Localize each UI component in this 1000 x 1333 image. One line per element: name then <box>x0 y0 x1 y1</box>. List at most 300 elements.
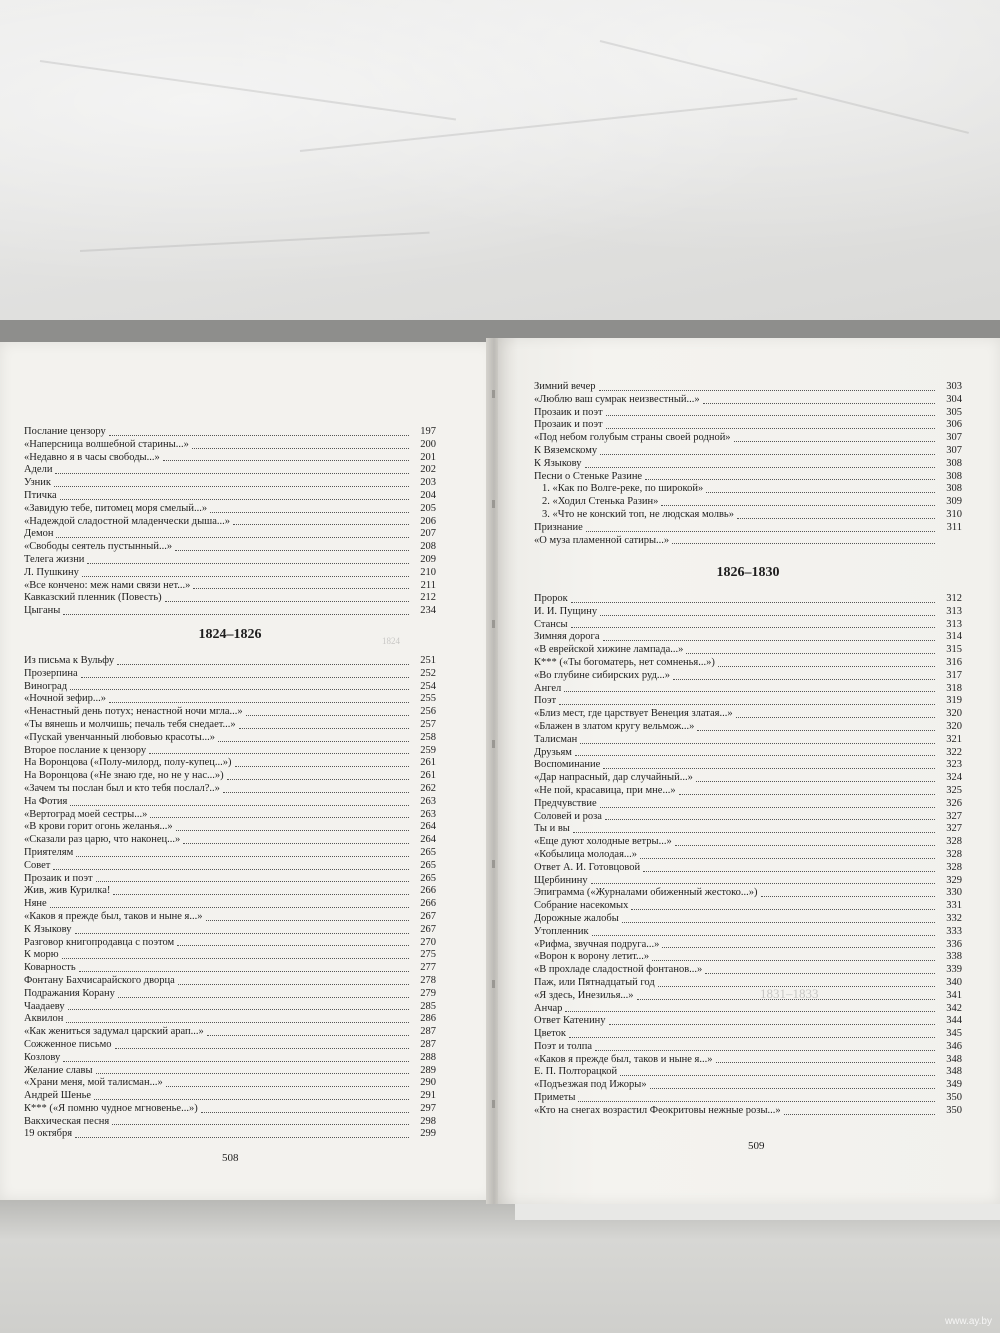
toc-entry-title: На Воронцова («Не знаю где, но не у нас...») <box>24 770 224 782</box>
dot-leader <box>679 794 935 795</box>
dot-leader <box>53 869 409 870</box>
dot-leader <box>177 945 409 946</box>
toc-entry <box>534 644 962 657</box>
toc-entry-title: Дорожные жалобы <box>534 912 619 924</box>
toc-entry-title: «Не пой, красавица, при мне...» <box>534 784 676 796</box>
toc-entry <box>24 541 436 554</box>
toc-entry-page: 339 <box>946 964 962 976</box>
dot-leader <box>737 518 935 519</box>
toc-entry-page: 326 <box>946 797 962 809</box>
dot-leader <box>165 601 409 602</box>
toc-entry-page: 197 <box>420 426 436 437</box>
toc-entry-title: 3. «Что не конский топ, не людская молвь» <box>542 508 734 520</box>
toc-entry-page: 307 <box>946 432 962 444</box>
toc-entry <box>534 683 962 696</box>
toc-entry <box>24 1065 436 1078</box>
toc-entry <box>534 977 962 990</box>
dot-leader <box>686 653 935 654</box>
toc-entry-title: Чаадаеву <box>24 1000 65 1012</box>
dot-leader <box>603 640 936 641</box>
toc-entry-page: 328 <box>946 861 962 873</box>
dot-leader <box>697 730 935 731</box>
toc-entry-page: 287 <box>420 1038 436 1050</box>
dot-leader <box>175 550 409 551</box>
toc-entry-page: 270 <box>420 936 436 948</box>
toc-entry-title: К Языкову <box>534 457 582 469</box>
toc-entry-title: «Во глубине сибирских руд...» <box>534 669 671 681</box>
toc-entry-title: «Недавно я в часы свободы...» <box>24 451 160 463</box>
toc-entry <box>24 962 436 975</box>
toc-entry <box>24 477 436 490</box>
dot-leader <box>218 741 409 742</box>
toc-entry-title: Прозаик и поэт <box>534 419 603 431</box>
toc-entry-page: 201 <box>420 451 436 463</box>
toc-entry-page: 291 <box>420 1090 436 1102</box>
toc-entry-page: 315 <box>946 644 962 656</box>
toc-entry-page: 318 <box>946 682 962 694</box>
toc-entry <box>534 849 962 862</box>
right-toc-section <box>534 593 962 1118</box>
dot-leader <box>575 755 935 756</box>
toc-entry-page: 341 <box>946 989 962 1001</box>
dot-leader <box>580 743 935 744</box>
toc-entry-page: 309 <box>946 496 962 508</box>
toc-entry <box>534 939 962 952</box>
toc-entry <box>24 885 436 898</box>
dot-leader <box>706 492 935 493</box>
toc-entry <box>24 439 436 452</box>
toc-entry-title: Козлову <box>24 1051 61 1063</box>
toc-entry-title: Анчар <box>534 1002 563 1014</box>
toc-entry-page: 207 <box>420 528 436 540</box>
toc-entry-title: Прозаик и поэт <box>24 872 93 884</box>
toc-entry <box>534 734 962 747</box>
toc-entry-title: Песни о Стеньке Разине <box>534 470 643 482</box>
dot-leader <box>96 881 409 882</box>
dot-leader <box>605 819 935 820</box>
toc-entry <box>534 381 962 394</box>
toc-entry-page: 314 <box>946 631 962 643</box>
toc-entry-page: 262 <box>420 782 436 794</box>
dot-leader <box>640 858 935 859</box>
toc-entry <box>24 464 436 477</box>
toc-entry <box>24 655 436 668</box>
toc-entry <box>534 811 962 824</box>
toc-entry-page: 254 <box>420 680 436 692</box>
dot-leader <box>109 702 409 703</box>
dot-leader <box>643 871 935 872</box>
dot-leader <box>115 1048 409 1049</box>
toc-entry-page: 263 <box>420 795 436 807</box>
toc-entry-title: Птичка <box>24 489 57 501</box>
toc-entry-page: 285 <box>420 1000 436 1012</box>
toc-entry-page: 308 <box>946 457 962 469</box>
right-page <box>498 338 1000 1204</box>
dot-leader <box>239 728 409 729</box>
toc-entry <box>534 1079 962 1092</box>
toc-entry-title: Узник <box>24 477 51 489</box>
toc-entry-page: 338 <box>946 951 962 963</box>
toc-entry <box>24 592 436 605</box>
toc-entry-page: 204 <box>420 489 436 501</box>
toc-entry <box>534 747 962 760</box>
dot-leader <box>233 524 409 525</box>
toc-entry <box>24 873 436 886</box>
toc-entry-page: 304 <box>946 393 962 405</box>
toc-entry-page: 313 <box>946 618 962 630</box>
toc-entry-page: 256 <box>420 706 436 718</box>
toc-entry <box>24 949 436 962</box>
toc-entry-page: 251 <box>420 655 436 666</box>
dot-leader <box>235 766 409 767</box>
toc-entry-page: 322 <box>946 746 962 758</box>
dot-leader <box>113 894 409 895</box>
toc-entry-title: Собрание насекомых <box>534 900 629 912</box>
dot-leader <box>645 479 935 480</box>
toc-entry-title: «Свободы сеятель пустынный...» <box>24 541 173 553</box>
dot-leader <box>207 1035 409 1036</box>
toc-entry-page: 255 <box>420 693 436 705</box>
toc-entry-title: Приметы <box>534 1092 576 1104</box>
toc-entry-title: «Каков я прежде был, таков и ныне я...» <box>534 1053 713 1065</box>
toc-entry-title: К*** («Я помню чудное мгновенье...») <box>24 1102 198 1114</box>
toc-entry-page: 319 <box>946 695 962 707</box>
dot-leader <box>600 454 935 455</box>
dot-leader <box>620 1075 935 1076</box>
toc-entry-page: 331 <box>946 900 962 912</box>
left-toc-section <box>24 655 436 1141</box>
toc-entry <box>24 757 436 770</box>
toc-entry <box>534 1054 962 1067</box>
toc-entry-page: 325 <box>946 784 962 796</box>
toc-entry <box>534 1092 962 1105</box>
toc-entry-title: Вакхическая песня <box>24 1115 110 1127</box>
toc-entry-page: 345 <box>946 1028 962 1040</box>
toc-entry-page: 286 <box>420 1013 436 1025</box>
toc-entry <box>24 1116 436 1129</box>
toc-entry-page: 206 <box>420 515 436 527</box>
dot-leader <box>54 486 409 487</box>
toc-entry-page: 264 <box>420 821 436 833</box>
toc-entry <box>24 783 436 796</box>
toc-entry <box>534 1041 962 1054</box>
toc-entry-title: Поэт и толпа <box>534 1040 593 1052</box>
toc-entry-page: 265 <box>420 872 436 884</box>
dot-leader <box>87 563 409 564</box>
toc-entry-title: Ты и вы <box>534 823 570 835</box>
dot-leader <box>79 971 409 972</box>
dot-leader <box>96 1073 409 1074</box>
dot-leader <box>600 807 935 808</box>
toc-entry <box>534 913 962 926</box>
dot-leader <box>60 499 409 500</box>
toc-entry-title: «Дар напрасный, дар случайный...» <box>534 772 693 784</box>
toc-entry-title: «Люблю ваш сумрак неизвестный...» <box>534 393 700 405</box>
toc-entry <box>534 496 962 509</box>
toc-entry <box>534 471 962 484</box>
toc-entry <box>24 1026 436 1039</box>
toc-entry <box>24 490 436 503</box>
dot-leader <box>564 691 935 692</box>
toc-entry-page: 308 <box>946 483 962 495</box>
toc-entry-page: 350 <box>946 1104 962 1116</box>
toc-entry <box>24 937 436 950</box>
toc-entry-page: 267 <box>420 910 436 922</box>
dot-leader <box>559 704 935 705</box>
toc-entry <box>534 759 962 772</box>
toc-entry <box>534 631 962 644</box>
toc-entry-title: Поэт <box>534 695 557 707</box>
toc-entry-page: 290 <box>420 1077 436 1089</box>
toc-entry-title: «Подъезжая под Ижоры» <box>534 1079 647 1091</box>
toc-entry <box>534 1003 962 1016</box>
dot-leader <box>109 435 409 436</box>
toc-entry <box>534 990 962 1003</box>
toc-entry-title: Из письма к Вульфу <box>24 655 115 666</box>
dot-leader <box>56 537 409 538</box>
toc-entry <box>24 988 436 1001</box>
toc-entry-title: «Под небом голубым страны своей родной» <box>534 432 731 444</box>
toc-entry <box>534 823 962 836</box>
dot-leader <box>63 614 409 615</box>
toc-entry-page: 346 <box>946 1040 962 1052</box>
toc-entry-page: 305 <box>946 406 962 418</box>
toc-entry-title: Признание <box>534 521 583 533</box>
ghost-text: 1831–1833 <box>760 986 819 1001</box>
toc-entry-title: Аквилон <box>24 1013 64 1025</box>
toc-entry-page: 303 <box>946 381 962 392</box>
toc-entry-page: 299 <box>420 1128 436 1140</box>
dot-leader <box>227 779 409 780</box>
dot-leader <box>603 768 935 769</box>
toc-entry-title: «Ненастный день потух; ненастной ночи мгла...» <box>24 706 243 718</box>
left-toc-top <box>24 426 436 618</box>
toc-entry <box>24 580 436 593</box>
toc-entry <box>24 834 436 847</box>
toc-entry-title: «Храни меня, мой талисман...» <box>24 1077 163 1089</box>
dot-leader <box>716 1062 936 1063</box>
toc-entry-title: Второе послание к цензору <box>24 744 147 756</box>
toc-entry <box>24 719 436 732</box>
toc-entry-title: Ответ А. И. Готовцовой <box>534 861 641 873</box>
dot-leader <box>210 512 409 513</box>
dot-leader <box>571 627 935 628</box>
toc-entry <box>24 528 436 541</box>
toc-entry-page: 209 <box>420 553 436 565</box>
toc-entry-page: 263 <box>420 808 436 820</box>
toc-entry-page: 289 <box>420 1064 436 1076</box>
toc-entry-page: 208 <box>420 541 436 553</box>
dot-leader <box>63 1061 409 1062</box>
dot-leader <box>592 935 935 936</box>
toc-entry-page: 298 <box>420 1115 436 1127</box>
toc-entry-page: 321 <box>946 733 962 745</box>
dot-leader <box>565 1011 935 1012</box>
toc-entry-title: Приятелям <box>24 846 74 858</box>
toc-entry <box>24 770 436 783</box>
toc-entry <box>534 458 962 471</box>
toc-entry-page: 277 <box>420 962 436 974</box>
dot-leader <box>599 390 936 391</box>
dot-leader <box>606 415 935 416</box>
toc-entry-title: «О муза пламенной сатиры...» <box>534 534 670 546</box>
toc-entry-page: 261 <box>420 757 436 769</box>
toc-entry-page: 323 <box>946 759 962 771</box>
toc-entry-title: 1. «Как по Волге-реке, по широкой» <box>542 483 704 495</box>
dot-leader <box>68 1009 409 1010</box>
dot-leader <box>62 958 409 959</box>
toc-entry-title: Сожженное письмо <box>24 1038 112 1050</box>
toc-entry-page: 308 <box>946 470 962 482</box>
dot-leader <box>662 947 935 948</box>
toc-entry-page: 212 <box>420 592 436 604</box>
toc-entry-title: Прозаик и поэт <box>534 406 603 418</box>
toc-entry <box>24 821 436 834</box>
dot-leader <box>149 753 409 754</box>
toc-entry <box>534 862 962 875</box>
dot-leader <box>118 997 409 998</box>
toc-entry-page: 266 <box>420 885 436 897</box>
toc-entry-page: 310 <box>946 508 962 520</box>
toc-entry-title: Зимний вечер <box>534 381 596 392</box>
toc-entry <box>24 975 436 988</box>
toc-entry-page: 307 <box>946 444 962 456</box>
toc-entry <box>534 772 962 785</box>
dot-leader <box>672 543 935 544</box>
dot-leader <box>571 602 935 603</box>
toc-entry <box>534 887 962 900</box>
toc-entry-page: 265 <box>420 859 436 871</box>
toc-entry-title: «Наперсница волшебной старины...» <box>24 438 189 450</box>
toc-entry-title: Жив, жив Курилка! <box>24 885 111 897</box>
toc-entry-title: К Языкову <box>24 923 72 935</box>
toc-entry-page: 336 <box>946 938 962 950</box>
toc-entry-title: 2. «Ходил Стенька Разин» <box>542 496 659 508</box>
dot-leader <box>206 920 410 921</box>
toc-entry-title: Щербинину <box>534 874 588 886</box>
right-page-number: 509 <box>748 1140 765 1152</box>
toc-entry-page: 278 <box>420 974 436 986</box>
toc-entry-title: Няне <box>24 898 47 910</box>
toc-entry <box>534 951 962 964</box>
toc-entry-page: 311 <box>946 521 962 533</box>
ghost-text: 1824 <box>382 636 400 646</box>
toc-entry-title: Виноград <box>24 680 68 692</box>
dot-leader <box>675 845 935 846</box>
dot-leader <box>150 817 409 818</box>
toc-entry-title: 19 октября <box>24 1128 73 1140</box>
dot-leader <box>703 403 935 404</box>
toc-entry-title: Совет <box>24 859 51 871</box>
toc-entry <box>24 796 436 809</box>
toc-entry-title: «Ты вянешь и молчишь; печаль тебя снедает...» <box>24 718 236 730</box>
toc-entry-title: Андрей Шенье <box>24 1090 92 1102</box>
toc-entry-title: Прозерпина <box>24 667 78 679</box>
toc-entry-title: Цыганы <box>24 605 61 617</box>
toc-entry-title: «В крови горит огонь желанья...» <box>24 821 173 833</box>
toc-entry <box>24 1052 436 1065</box>
toc-entry <box>24 911 436 924</box>
right-section-heading: 1826–1830 <box>716 565 780 580</box>
dot-leader <box>650 1088 935 1089</box>
toc-entry-page: 328 <box>946 848 962 860</box>
dot-leader <box>578 1101 935 1102</box>
dot-leader <box>622 922 935 923</box>
toc-entry-title: Стансы <box>534 618 568 630</box>
toc-entry <box>534 432 962 445</box>
toc-entry-title: «Рифма, звучная подруга...» <box>534 938 660 950</box>
toc-entry <box>24 1039 436 1052</box>
toc-entry <box>534 670 962 683</box>
toc-entry-page: 211 <box>420 579 436 591</box>
dot-leader <box>734 441 935 442</box>
dot-leader <box>75 1137 409 1138</box>
dot-leader <box>784 1114 935 1115</box>
toc-entry-page: 316 <box>946 656 962 668</box>
toc-entry <box>534 875 962 888</box>
toc-entry-title: «В прохладе сладостной фонтанов...» <box>534 964 703 976</box>
toc-entry <box>24 452 436 465</box>
toc-entry <box>534 926 962 939</box>
dot-leader <box>600 615 935 616</box>
toc-entry <box>534 483 962 496</box>
toc-entry-title: И. И. Пущину <box>534 605 598 617</box>
dot-leader <box>223 792 409 793</box>
toc-entry-page: 264 <box>420 834 436 846</box>
dot-leader <box>606 428 935 429</box>
toc-entry <box>24 567 436 580</box>
toc-entry-page: 267 <box>420 923 436 935</box>
toc-entry-page: 342 <box>946 1002 962 1014</box>
toc-entry-title: Л. Пушкину <box>24 566 79 578</box>
open-book <box>0 320 1000 1333</box>
dot-leader <box>586 531 935 532</box>
toc-entry <box>534 721 962 734</box>
toc-entry-page: 320 <box>946 720 962 732</box>
toc-entry-page: 324 <box>946 772 962 784</box>
toc-entry <box>24 1013 436 1026</box>
left-page-number: 508 <box>222 1152 239 1164</box>
toc-entry <box>534 798 962 811</box>
toc-entry <box>534 695 962 708</box>
toc-entry <box>534 785 962 798</box>
toc-entry <box>24 1077 436 1090</box>
dot-leader <box>246 715 409 716</box>
toc-entry <box>24 516 436 529</box>
toc-entry-page: 328 <box>946 836 962 848</box>
toc-entry-page: 333 <box>946 925 962 937</box>
dot-leader <box>192 448 409 449</box>
toc-entry-page: 349 <box>946 1079 962 1091</box>
toc-entry-title: «Надеждой сладостной младенчески дыша...» <box>24 515 231 527</box>
toc-entry <box>534 900 962 913</box>
toc-entry <box>24 1090 436 1103</box>
toc-entry-title: Подражания Корану <box>24 987 115 999</box>
toc-entry-title: К Вяземскому <box>534 444 598 456</box>
toc-entry <box>534 509 962 522</box>
dot-leader <box>736 717 935 718</box>
toc-entry <box>24 706 436 719</box>
toc-entry-title: «Вертоград моей сестры...» <box>24 808 148 820</box>
toc-entry-page: 261 <box>420 770 436 782</box>
toc-entry-title: Зимняя дорога <box>534 631 600 643</box>
dot-leader <box>661 505 935 506</box>
watermark: www.ay.by <box>944 1316 992 1327</box>
toc-entry <box>24 426 436 439</box>
toc-entry <box>24 898 436 911</box>
toc-entry-title: «Кобылица молодая...» <box>534 848 638 860</box>
dot-leader <box>705 973 935 974</box>
